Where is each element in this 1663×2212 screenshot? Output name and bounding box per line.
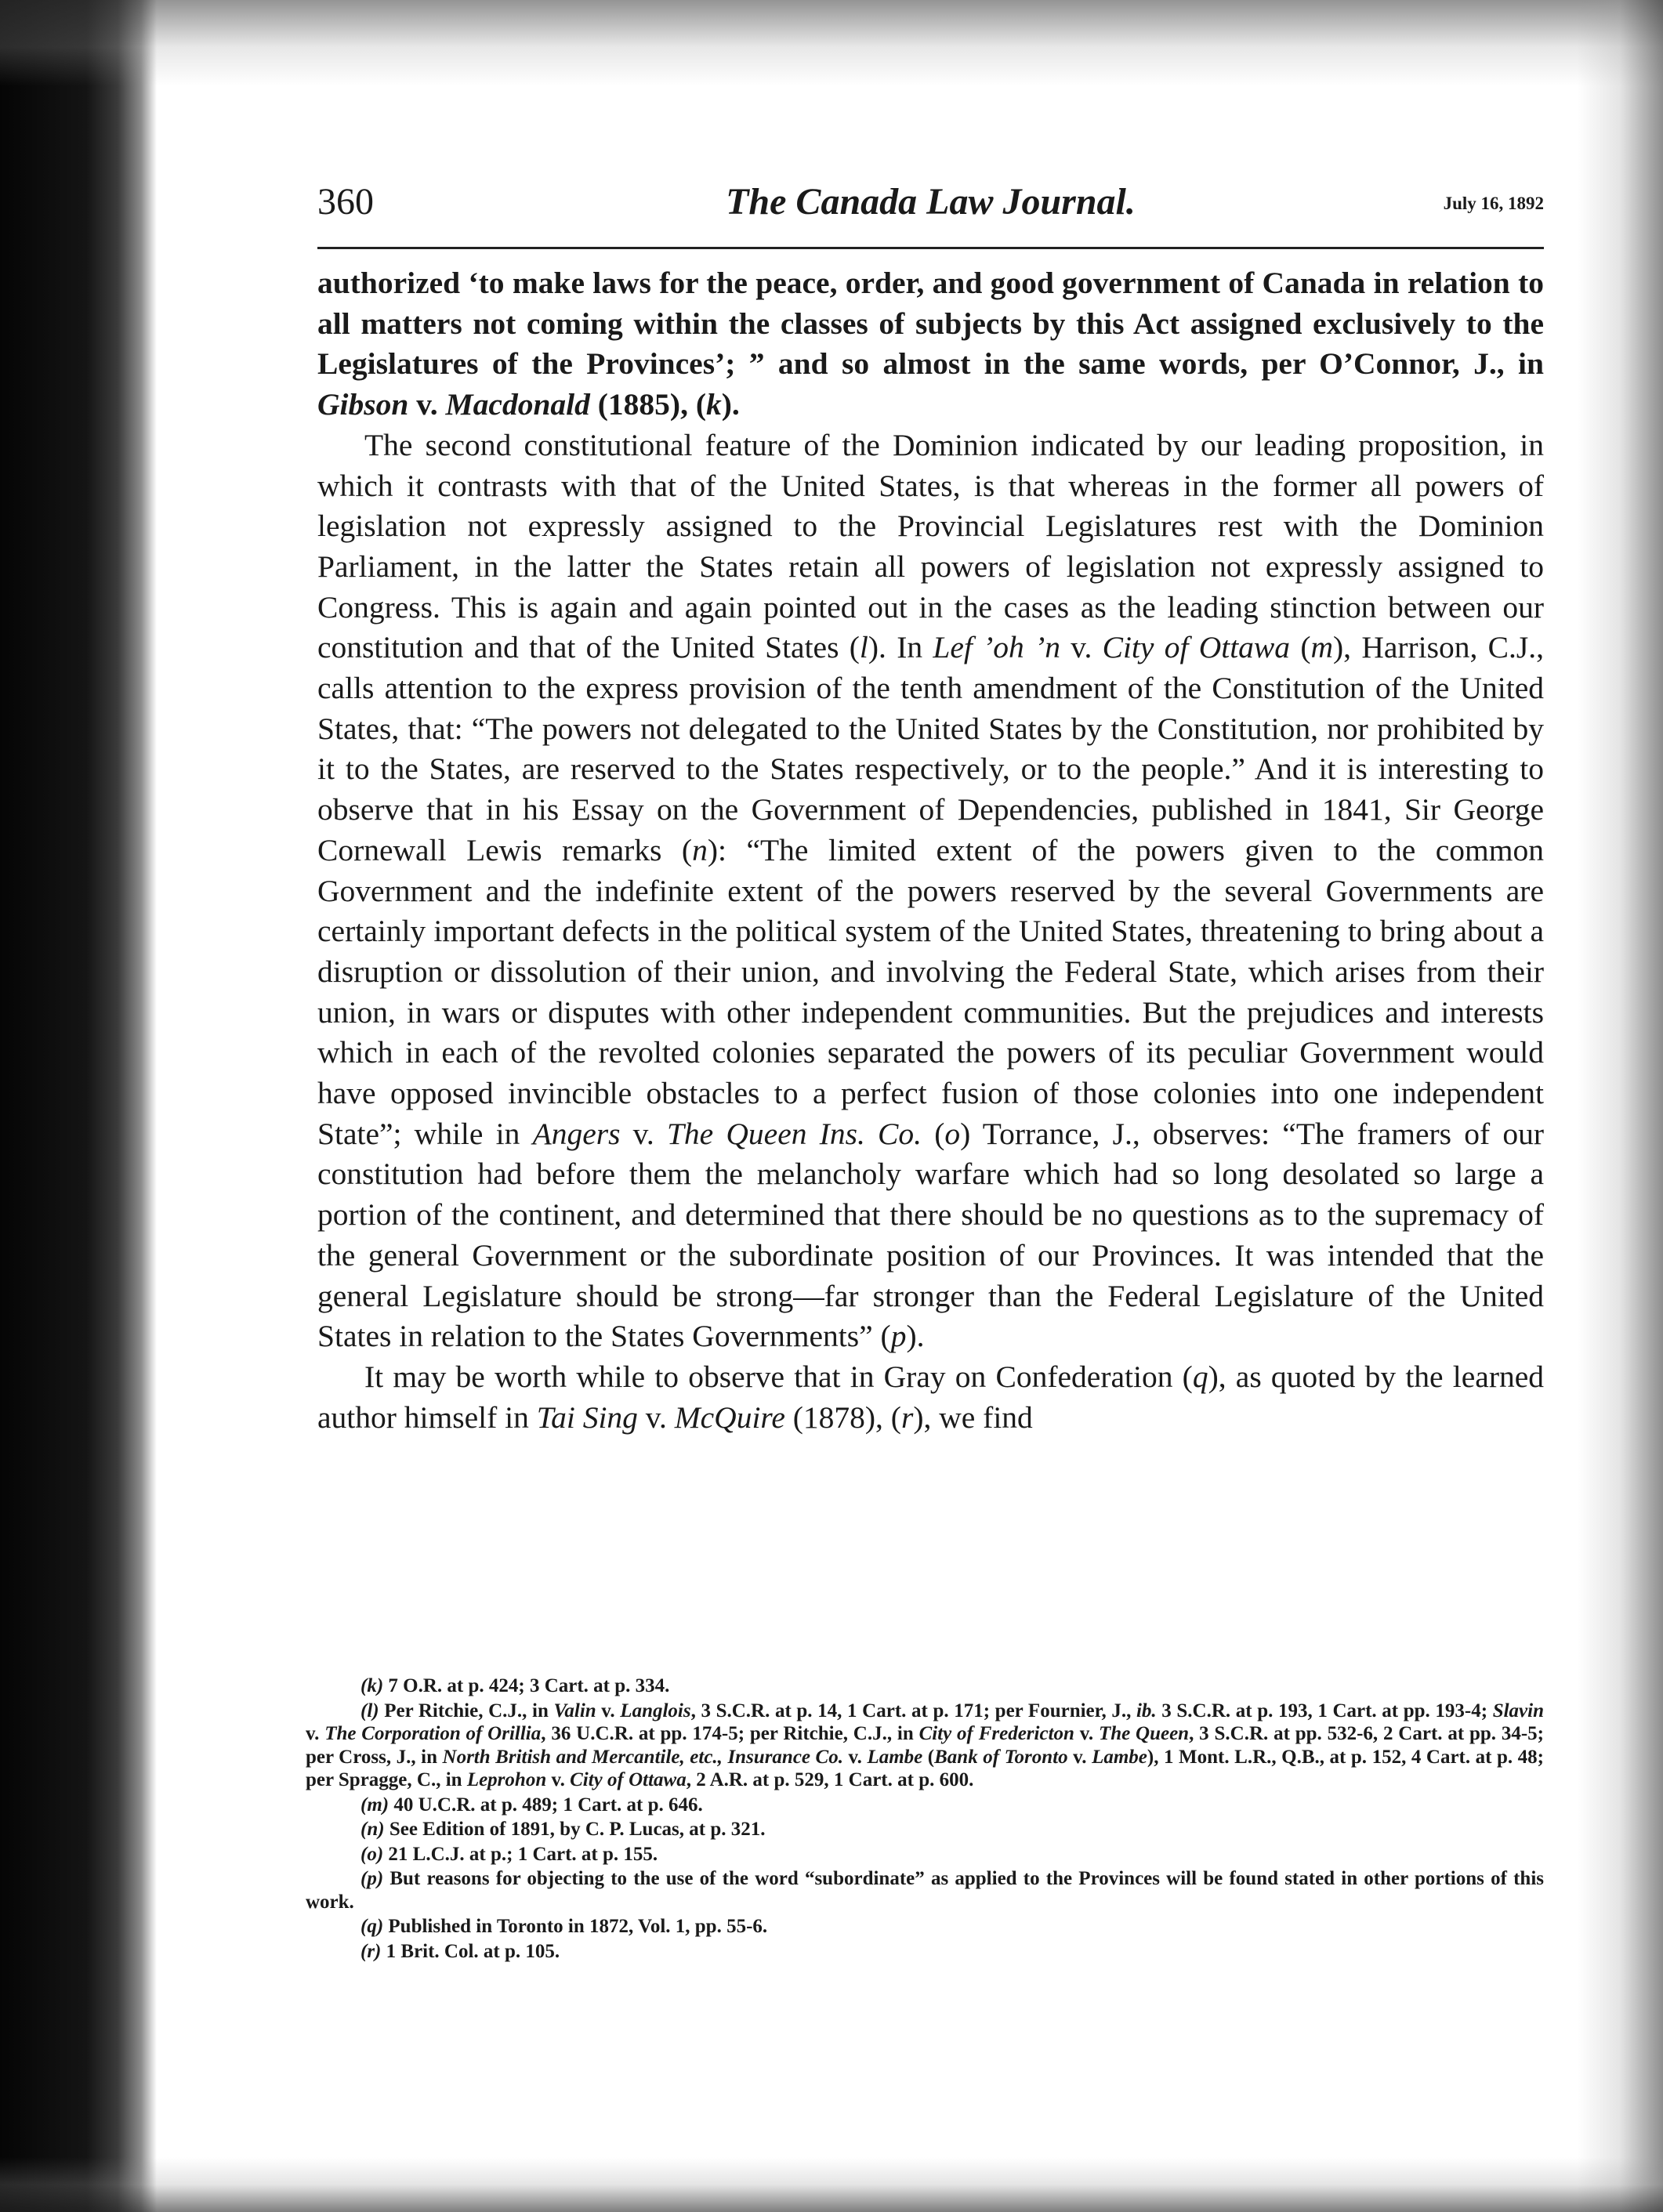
footnote-mark: (q) <box>360 1916 384 1937</box>
footnote-mark: (o) <box>360 1843 384 1865</box>
footnote-text: v. <box>1074 1723 1099 1744</box>
footnote-ref: k <box>706 387 722 422</box>
case-name: City of Fredericton <box>918 1723 1074 1744</box>
case-name: McQuire <box>674 1399 785 1435</box>
case-name: Gibson <box>317 387 409 422</box>
paragraph-2 <box>317 425 1544 1357</box>
text-run: (1878), ( <box>784 1399 901 1435</box>
case-name: The Corporation of Orillia <box>324 1723 542 1744</box>
footnote-text: v. <box>546 1769 571 1790</box>
footnote-mark: (n) <box>360 1819 385 1840</box>
case-name: Lef ’oh ’n <box>933 630 1060 665</box>
journal-title: The Canada Law Journal. <box>726 181 1136 223</box>
bottom-edge-shadow <box>0 2157 1663 2212</box>
paragraph-1 <box>317 263 1544 425</box>
text-run: ) Torrance, J., observes: “The framers of our constitution had before them the melancholy warfare which had so long desolated so large a portion of the continent, and determined that there should be no questions as to the supremacy of the general Government or the subordinate position of our Provinces. It was intended that the general Legislature should be strong—far stronger than the Federal Legislature of the United States in relation to the States Governments” ( <box>317 1116 1545 1354</box>
text-run: v. <box>620 1116 667 1151</box>
footnote-text: , 3 S.C.R. at p. 14, 1 Cart. at p. 171; per Fournier, J., <box>690 1700 1136 1721</box>
footnote-ref: l <box>859 630 868 665</box>
footnote-text: v. <box>1067 1746 1092 1768</box>
text-run: ), as quoted by the learned author himself in <box>317 1359 1544 1435</box>
text-run: v. <box>637 1399 675 1435</box>
binding-shadow <box>0 0 157 2212</box>
footnote-ref: o <box>944 1116 961 1151</box>
case-name: Leprohon <box>466 1769 547 1790</box>
text-run: v. <box>1060 630 1103 665</box>
text-run: ( <box>1290 630 1311 665</box>
footnote-mark: (k) <box>360 1675 384 1696</box>
footnote-l <box>306 1700 1544 1792</box>
top-edge-shadow <box>0 0 1663 86</box>
issue-date: July 16, 1892 <box>1443 194 1544 213</box>
footnotes <box>306 1674 1544 1964</box>
case-name: The Queen <box>1098 1723 1190 1744</box>
text-run: It may be worth while to observe that in Gray on Confederation ( <box>364 1359 1193 1394</box>
footnote-text: 1 Brit. Col. at p. 105. <box>381 1940 560 1962</box>
text-run: ( <box>922 1116 945 1151</box>
case-name: Bank of Toronto <box>934 1746 1068 1768</box>
footnote-text: 21 L.C.J. at p.; 1 Cart. at p. 155. <box>383 1843 658 1865</box>
footnote-text: v. <box>306 1723 325 1744</box>
case-name: The Queen Ins. Co. <box>666 1116 922 1151</box>
header-rule <box>317 247 1544 249</box>
footnote-text: But reasons for objecting to the use of the word “subordinate” as applied to the Provinces will be found stated in other portions of this work. <box>306 1868 1544 1913</box>
case-name: Lambe <box>867 1746 923 1768</box>
footnote-mark: (r) <box>360 1940 382 1962</box>
case-name: North British and Mercantile, etc., Insurance Co. <box>442 1746 843 1768</box>
footnote-text: 3 S.C.R. at p. 193, 1 Cart. at pp. 193-4; <box>1156 1700 1493 1721</box>
case-name: Valin <box>553 1700 596 1721</box>
case-name: City of Ottawa <box>570 1769 687 1790</box>
footnote-n <box>306 1818 1544 1841</box>
footnote-text: Per Ritchie, C.J., in <box>379 1700 554 1721</box>
footnote-text: , 2 A.R. at p. 529, 1 Cart. at p. 600. <box>686 1769 974 1790</box>
footnote-text: v. <box>843 1746 868 1768</box>
case-name: Lambe <box>1092 1746 1147 1768</box>
footnote-o <box>306 1843 1544 1866</box>
page-number: 360 <box>317 181 374 223</box>
text-run: ), we find <box>913 1399 1033 1435</box>
footnote-text: 7 O.R. at p. 424; 3 Cart. at p. 334. <box>383 1675 670 1696</box>
footnote-text: , 3 S.C.R. at pp. 532-6, 2 Cart. at pp. 34-5; per Cross, J., in <box>306 1723 1545 1768</box>
footnote-ref: r <box>900 1399 914 1435</box>
footnote-mark: (m) <box>360 1794 389 1816</box>
footnote-text: Published in Toronto in 1872, Vol. 1, pp. 55-6. <box>383 1916 768 1937</box>
footnote-r <box>306 1940 1544 1964</box>
case-name: ib. <box>1136 1700 1157 1721</box>
footnote-text: ), 1 Mont. L.R., Q.B., at p. 152, 4 Cart. at p. 48; per Spragge, C., in <box>306 1746 1545 1790</box>
case-name: Macdonald <box>445 387 590 422</box>
text-run: ). In <box>868 630 933 665</box>
text-run: ). <box>906 1319 925 1354</box>
footnote-p <box>306 1867 1544 1913</box>
text-run: authorized ‘to make laws for the peace, order, and good government of Canada in relation to all matters not coming within the classes of subjects by this Act assigned exclusively to the Legislatures of the Provinces’; ” and so almost in the same words, per O’Connor, J., in <box>317 266 1544 382</box>
footnote-ref: p <box>890 1319 907 1354</box>
footnote-ref: n <box>692 832 708 867</box>
footnote-ref: m <box>1310 630 1334 665</box>
right-edge-shadow <box>1577 0 1663 2212</box>
footnote-k <box>306 1674 1544 1698</box>
footnote-q <box>306 1915 1544 1939</box>
text-run: The second constitutional feature of the Dominion indicated by our leading proposition, in which it contrasts with that of the United States, is that whereas in the former all powers of legislation not expressly assigned to the Provincial Legislatures rest with the Dominion Parliament, in the latter the States retain all powers of legislation not expressly assigned to Congress. This is again and again pointed out in the cases as the leading stinction between our constitution and that of the United States ( <box>317 427 1544 665</box>
footnote-text: , 36 U.C.R. at pp. 174-5; per Ritchie, C.J., in <box>541 1723 919 1744</box>
text-run: ). <box>721 387 740 422</box>
footnote-text: See Edition of 1891, by C. P. Lucas, at p. 321. <box>384 1819 766 1840</box>
footnote-text: 40 U.C.R. at p. 489; 1 Cart. at p. 646. <box>389 1794 703 1816</box>
footnote-m <box>306 1794 1544 1817</box>
case-name: Angers <box>532 1116 621 1151</box>
paragraph-3 <box>317 1357 1544 1438</box>
footnote-mark: (p) <box>360 1868 384 1889</box>
case-name: Langlois <box>620 1700 691 1721</box>
case-name: Tai Sing <box>536 1399 638 1435</box>
footnote-mark: (l) <box>360 1700 379 1721</box>
case-name: City of Ottawa <box>1102 630 1291 665</box>
footnote-ref: q <box>1192 1359 1208 1394</box>
main-text <box>317 263 1544 1438</box>
footnote-text: v. <box>596 1700 621 1721</box>
text-run: (1885), ( <box>589 387 706 422</box>
text-run: ): “The limited extent of the powers given to the common Government and the indefinite extent of the powers reserved by the several Governments are certainly important defects in the political system of the United States, threatening to bring about a disruption or dissolution of their union, and involving the Federal State, which arises from their union, in wars or disputes with other independent communities. But the prejudices and interests which in each of the revolted colonies separated the powers of its peculiar Government would have opposed invincible obstacles to a perfect fusion of those colonies into one independent State”; while in <box>317 832 1544 1151</box>
text-run: ), Harrison, C.J., calls attention to the express provision of the tenth amendment of the Constitution of the United States, that: “The powers not delegated to the United States by the Constitution, nor prohibited by it to the States, are reserved to the States respectively, or to the people.” And it is interesting to observe that in his Essay on the Government of Dependencies, published in 1841, Sir George Cornewall Lewis remarks ( <box>317 630 1545 867</box>
footnote-text: ( <box>922 1746 935 1768</box>
text-run: v. <box>408 387 446 422</box>
running-header <box>317 179 1544 234</box>
case-name: Slavin <box>1492 1700 1544 1721</box>
